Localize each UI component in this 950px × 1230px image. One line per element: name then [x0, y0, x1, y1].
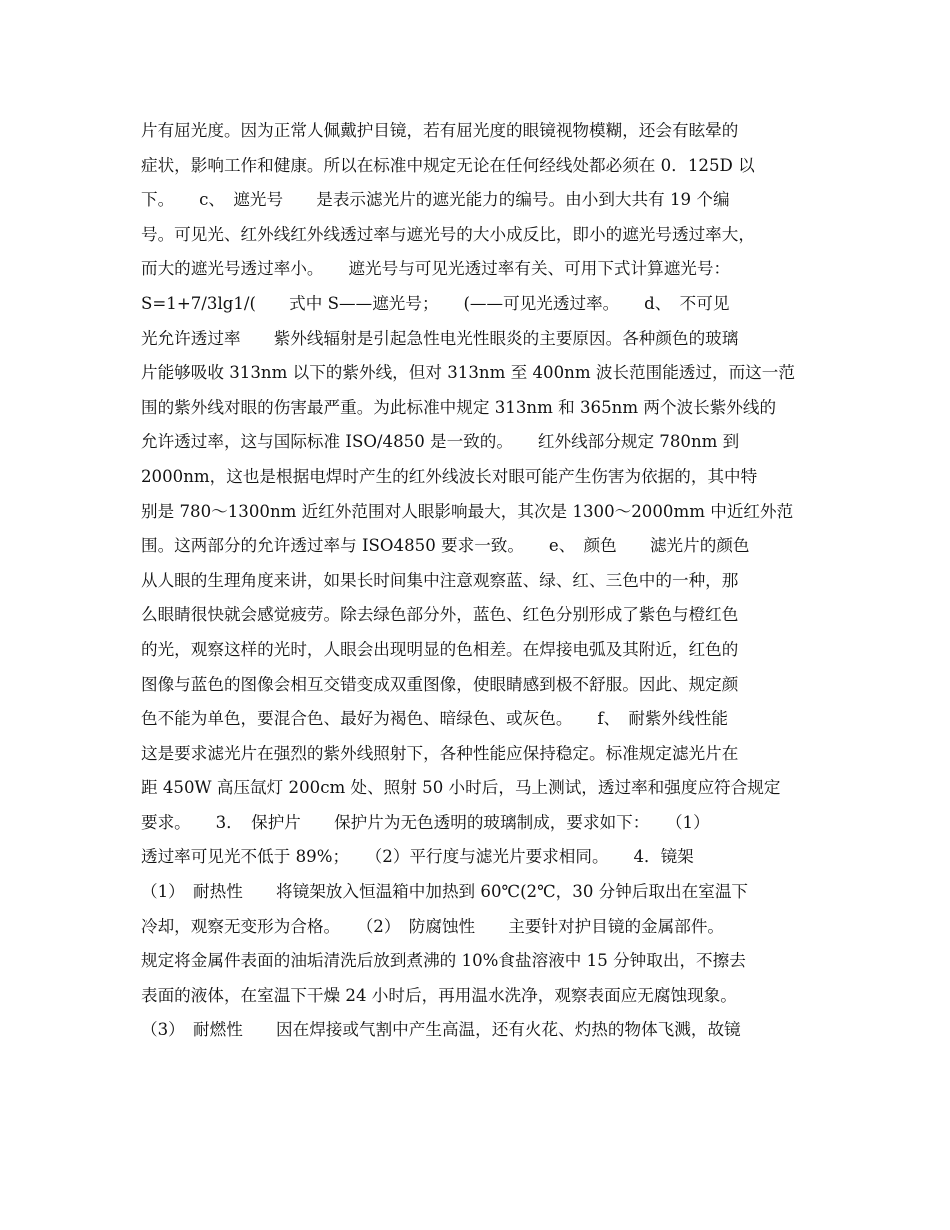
text-line: 号。可见光、红外线红外线透过率与遮光号的大小成反比，即小的遮光号透过率大，: [141, 224, 755, 244]
text-line: 别是 780～1300nm 近红外范围对人眼影响最大，其次是 1300～2000mm 中近红外范: [141, 501, 794, 521]
text-line: 光允许透过率 紫外线辐射是引起急性电光性眼炎的主要原因。各种颜色的玻璃: [141, 328, 739, 348]
text-line: 色不能为单色，要混合色、最好为褐色、暗绿色、或灰色。 f、 耐紫外线性能: [141, 709, 728, 729]
text-line: 从人眼的生理角度来讲，如果长时间集中注意观察蓝、绿、红、三色中的一种，那: [141, 570, 739, 590]
text-line: S=1+7/3lg1/( 式中 S——遮光号； (——可见光透过率。 d、 不可见: [141, 293, 730, 313]
text-line: 的光，观察这样的光时，人眼会出现明显的色相差。在焊接电弧及其附近，红色的: [141, 639, 739, 659]
text-line: 片能够吸收 313nm 以下的紫外线，但对 313nm 至 400nm 波长范围能透过，而这一范: [141, 363, 795, 383]
text-line: 距 450W 高压氙灯 200cm 处、照射 50 小时后，马上测试，透过率和强度应符合规定: [141, 778, 781, 798]
text-line: 围的紫外线对眼的伤害最严重。为此标准中规定 313nm 和 365nm 两个波长紫外线的: [141, 397, 777, 417]
text-line: 规定将金属件表面的油垢清洗后放到煮沸的 10%食盐溶液中 15 分钟取出，不擦去: [141, 951, 746, 971]
text-line: 允许透过率，这与国际标准 ISO/4850 是一致的。 红外线部分规定 780nm 到: [141, 432, 740, 452]
text-line: 片有屈光度。因为正常人佩戴护目镜，若有屈光度的眼镜视物模糊，还会有眩晕的: [141, 121, 739, 140]
text-line: 症状，影响工作和健康。所以在标准中规定无论在任何经线处都必须在 0．125D 以: [141, 155, 755, 175]
text-line: 要求。 3． 保护片 保护片为无色透明的玻璃制成，要求如下： （1）: [141, 812, 710, 832]
text-line: 图像与蓝色的图像会相互交错变成双重图像，使眼睛感到极不舒服。因此、规定颜: [141, 674, 739, 694]
text-line: 么眼睛很快就会感觉疲劳。除去绿色部分外，蓝色、红色分别形成了紫色与橙红色: [141, 605, 739, 625]
text-line: 下。 c、 遮光号 是表示滤光片的遮光能力的编号。由小到大共有 19 个编: [141, 190, 730, 210]
text-line: 这是要求滤光片在强烈的紫外线照射下，各种性能应保持稳定。标准规定滤光片在: [141, 743, 739, 763]
text-line: 围。这两部分的允许透过率与 ISO4850 要求一致。 e、 颜色 滤光片的颜色: [141, 536, 750, 556]
text-line: 表面的液体，在室温下干燥 24 小时后，再用温水洗净，观察表面应无腐蚀现象。: [141, 985, 737, 1005]
text-line: 冷却，观察无变形为合格。 （2） 防腐蚀性 主要针对护目镜的金属部件。: [141, 916, 725, 936]
text-line: 而大的遮光号透过率小。 遮光号与可见光透过率有关、可用下式计算遮光号：: [141, 259, 731, 279]
text-line: （3） 耐燃性 因在焊接或气割中产生高温，还有火花、灼热的物体飞溅，故镜: [141, 1020, 741, 1040]
text-line: （1） 耐热性 将镜架放入恒温箱中加热到 60℃(2℃，30 分钟后取出在室温下: [141, 882, 749, 902]
text-line: 2000nm，这也是根据电焊时产生的红外线波长对眼可能产生伤害为依据的，其中特: [141, 466, 758, 486]
body-text: [141, 114, 821, 1048]
text-line: 透过率可见光不低于 89%； （2）平行度与滤光片要求相同。 4．镜架: [141, 847, 694, 867]
